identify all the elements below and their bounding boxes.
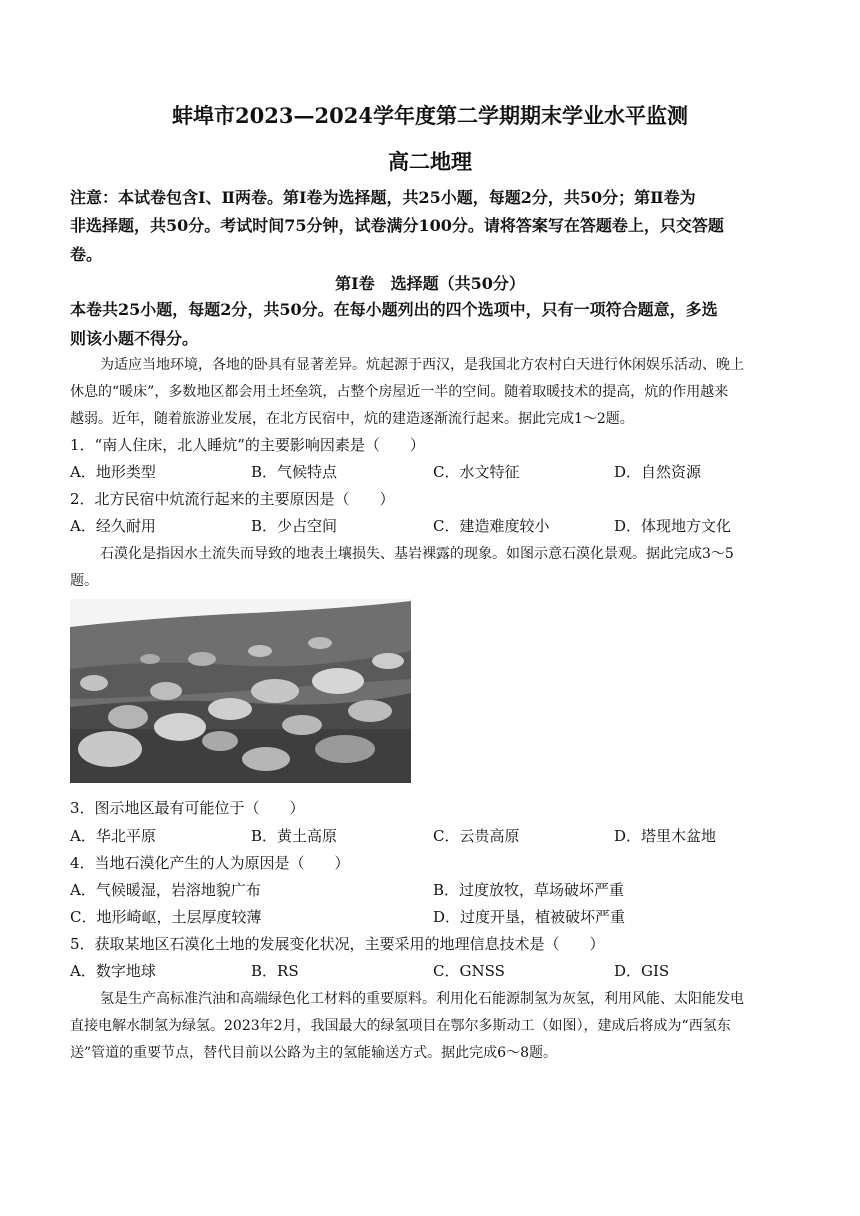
q4-option-a: A．气候暖湿，岩溶地貌广布	[70, 881, 261, 899]
q5-option-d: D．GIS	[614, 962, 670, 980]
q1-option-b: B．气候特点	[251, 463, 338, 481]
q1-stem: 1．“南人住床，北人睡炕”的主要影响因素是（ ）	[70, 436, 425, 454]
q3-option-a: A．华北平原	[70, 827, 156, 845]
q3-option-c: C．云贵高原	[433, 827, 520, 845]
passage3-line-3: 送”管道的重要节点，替代目前以公路为主的氢能输送方式。据此完成6～8题。	[70, 1045, 557, 1061]
passage1-line-1: 为适应当地环境，各地的卧具有显著差异。炕起源于西汉，是我国北方农村白天进行休闲娱乐活动、晚上	[100, 357, 744, 373]
notice-line-3: 卷。	[70, 245, 103, 264]
section-instructions-1: 本卷共25小题，每题2分，共50分。在每小题列出的四个选项中，只有一项符合题意，多选	[70, 300, 718, 319]
q3-stem: 3．图示地区最有可能位于（ ）	[70, 799, 305, 817]
section-instructions-2: 则该小题不得分。	[70, 329, 199, 348]
q4-stem: 4．当地石漠化产生的人为原因是（ ）	[70, 854, 350, 872]
section-title: 第Ⅰ卷 选择题（共50分）	[335, 274, 525, 293]
q5-stem: 5．获取某地区石漠化土地的发展变化状况，主要采用的地理信息技术是（ ）	[70, 935, 605, 953]
passage3-line-2: 直接电解水制氢为绿氢。2023年2月，我国最大的绿氢项目在鄂尔多斯动工（如图），建成后将成为“西氢东	[70, 1018, 731, 1034]
q4-option-d: D．过度开垦，植被破坏严重	[433, 908, 626, 926]
q5-option-a: A．数字地球	[70, 962, 156, 980]
passage1-line-3: 越弱。近年，随着旅游业发展，在北方民宿中，炕的建造逐渐流行起来。据此完成1～2题。	[70, 411, 634, 427]
passage2-line-1: 石漠化是指因水土流失而导致的地表土壤损失、基岩裸露的现象。如图示意石漠化景观。据此完成3～5	[100, 546, 734, 562]
q5-option-c: C．GNSS	[433, 962, 505, 980]
notice-line-2: 非选择题，共50分。考试时间75分钟，试卷满分100分。请将答案写在答题卷上，只交答题	[70, 216, 724, 235]
notice-line-1: 注意：本试卷包含Ⅰ、Ⅱ两卷。第Ⅰ卷为选择题，共25小题，每题2分，共50分；第Ⅱ卷为	[70, 188, 696, 207]
q5-option-b: B．RS	[251, 962, 299, 980]
q3-option-b: B．黄土高原	[251, 827, 338, 845]
q2-option-d: D．体现地方文化	[614, 517, 732, 535]
q1-option-a: A．地形类型	[70, 463, 156, 481]
q2-option-a: A．经久耐用	[70, 517, 156, 535]
rocky-desertification-photo	[70, 599, 411, 783]
q1-option-c: C．水文特征	[433, 463, 520, 481]
exam-subtitle: 高二地理	[388, 149, 472, 174]
q2-stem: 2．北方民宿中炕流行起来的主要原因是（ ）	[70, 490, 395, 508]
q1-option-d: D．自然资源	[614, 463, 702, 481]
q2-option-b: B．少占空间	[251, 517, 338, 535]
exam-title: 蚌埠市2023—2024学年度第二学期期末学业水平监测	[172, 103, 688, 128]
passage3-line-1: 氢是生产高标准汽油和高端绿色化工材料的重要原料。利用化石能源制氢为灰氢，利用风能、太阳能发电	[100, 991, 744, 1007]
q4-option-c: C．地形崎岖，土层厚度较薄	[70, 908, 262, 926]
q4-option-b: B．过度放牧，草场破坏严重	[433, 881, 625, 899]
q2-option-c: C．建造难度较小	[433, 517, 550, 535]
passage1-line-2: 休息的“暖床”，多数地区都会用土坯垒筑，占整个房屋近一半的空间。随着取暖技术的提高，炕的作用越来	[70, 384, 729, 400]
passage2-line-2: 题。	[70, 573, 98, 589]
q3-option-d: D．塔里木盆地	[614, 827, 717, 845]
